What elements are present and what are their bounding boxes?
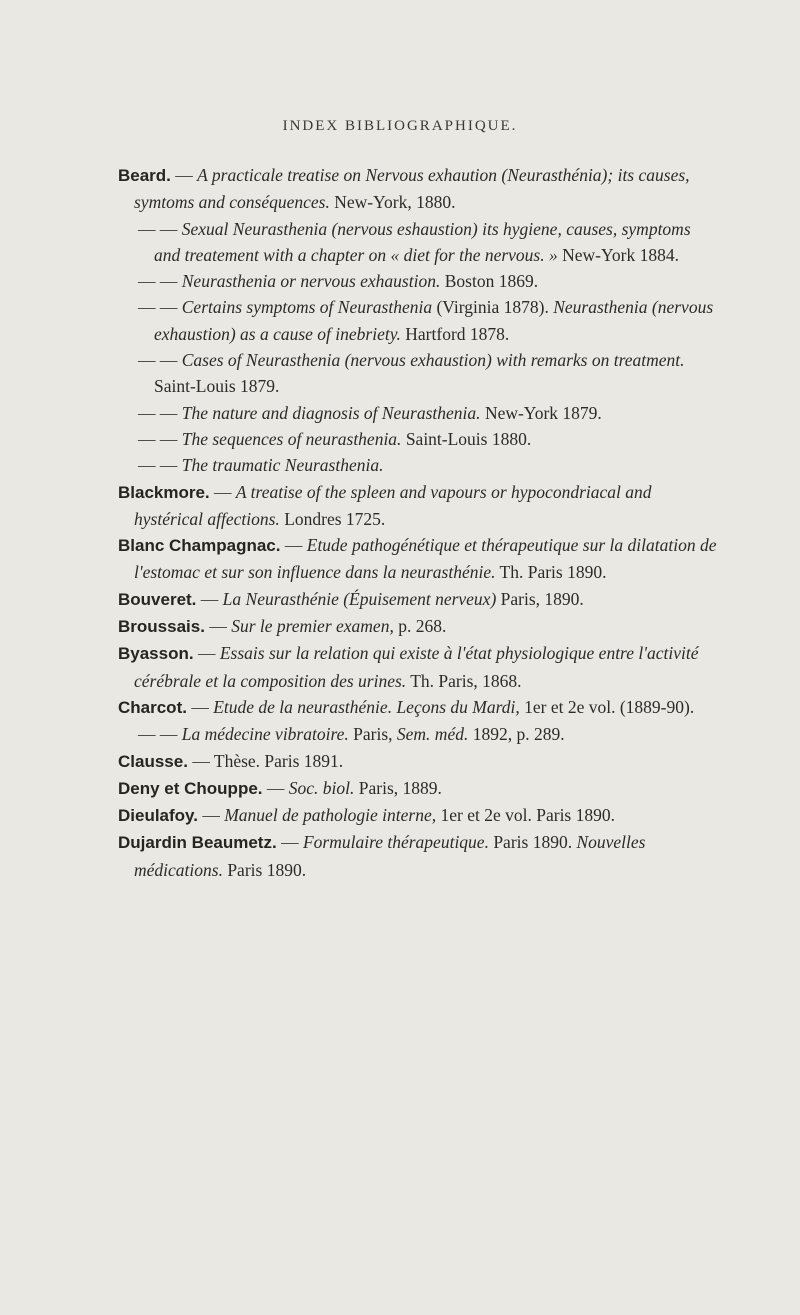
entry-dash: —: [197, 805, 225, 826]
entry-work-title: Etude pathogénétique et thérapeutique sur la dilatation de l'estomac et sur son influence dans la neurasthénie.: [134, 535, 717, 583]
bibliography-entry: [118, 532, 718, 586]
entry-work-title: A treatise of the spleen and vapours or hypocondriacal and hystérical affections.: [134, 481, 652, 529]
bibliography-entry: [118, 829, 718, 883]
entry-work-title: Sem. méd.: [396, 724, 469, 745]
bibliography-entry: [118, 694, 718, 721]
entry-dash: —: [209, 481, 236, 502]
page-title: INDEX BIBLIOGRAPHIQUE.: [282, 118, 518, 134]
entry-dash: —: [276, 832, 303, 853]
bibliography-entry: [118, 268, 718, 294]
entry-author: Deny et Chouppe.: [118, 778, 263, 798]
entry-dash: —: [204, 616, 232, 637]
entry-publication: Th. Paris, 1868.: [406, 670, 522, 691]
entry-publication: Paris, 1890.: [496, 588, 584, 609]
bibliography-entry: [118, 294, 718, 347]
entry-author: Blanc Champagnac.: [118, 536, 281, 556]
entry-publication: Paris 1890.: [488, 832, 577, 853]
entry-publication: 1er et 2e vol. (1889-90).: [519, 696, 695, 717]
entry-dash: — —: [138, 297, 182, 318]
entry-dash: — —: [138, 218, 182, 239]
entry-publication: New-York 1879.: [480, 402, 602, 423]
entry-work-title: Sexual Neurasthenia (nervous eshaustion) its hygiene, causes, symptoms and treatement with a chapter on « diet for the nervous. »: [154, 218, 691, 265]
entry-author: Byasson.: [118, 644, 194, 664]
bibliography-entry: [118, 748, 718, 775]
entry-work-title: The sequences of neurasthenia.: [181, 428, 402, 449]
entry-author: Beard.: [118, 166, 171, 185]
entry-dash: — —: [138, 271, 182, 292]
entry-publication: New-York, 1880.: [329, 192, 456, 213]
entry-publication: New-York 1884.: [557, 244, 679, 265]
entry-publication: Paris 1890.: [222, 859, 307, 880]
bibliography-entry: [118, 452, 718, 478]
bibliography-entry: [118, 216, 718, 269]
entry-work-title: La médecine vibratoire.: [181, 724, 349, 745]
entry-work-title: A practicale treatise on Nervous exhaution (Neurasthénia); its causes, symtoms and conséquences.: [134, 165, 690, 213]
bibliography-entry: [118, 426, 718, 452]
entry-dash: —: [196, 588, 223, 609]
entry-author: Dieulafoy.: [118, 806, 198, 826]
entry-publication: p. 268.: [393, 616, 447, 637]
entry-author: Clausse.: [118, 751, 188, 771]
entry-publication: Boston 1869.: [440, 271, 539, 292]
entry-author: Broussais.: [118, 617, 205, 637]
entry-dash: —: [170, 165, 198, 185]
entry-publication: Thèse. Paris 1891.: [213, 750, 344, 771]
entry-publication: Paris,: [348, 724, 397, 745]
entry-dash: — —: [138, 428, 182, 449]
entry-publication: Hartford 1878.: [400, 323, 510, 344]
entry-dash: —: [262, 777, 289, 798]
entry-author: Bouveret.: [118, 589, 197, 609]
entry-work-title: Certains symptoms of Neurasthenia: [181, 297, 433, 318]
bibliography-entry: [118, 162, 718, 216]
bibliography-entry: [118, 613, 718, 640]
entry-work-title: The nature and diagnosis of Neurasthenia.: [181, 402, 481, 423]
bibliography-entry: [118, 479, 718, 533]
entry-dash: — —: [138, 455, 182, 476]
entry-work-title: Essais sur la relation qui existe à l'état physiologique entre l'activité cérébrale et la composition des urines.: [134, 643, 699, 691]
entry-dash: —: [280, 535, 307, 556]
entry-work-title: Manuel de pathologie interne,: [224, 805, 437, 826]
entry-author: Charcot.: [118, 697, 187, 717]
entry-author: Dujardin Beaumetz.: [118, 833, 277, 853]
entry-publication: Saint-Louis 1879.: [154, 376, 280, 397]
bibliography-entry: [118, 775, 718, 802]
entry-publication: 1er et 2e vol. Paris 1890.: [436, 805, 615, 826]
bibliography-entry: [118, 586, 718, 613]
entry-work-title: Nouvelles médications.: [134, 832, 646, 880]
entry-publication: Paris, 1889.: [354, 777, 442, 798]
entry-work-title: Cases of Neurasthenia (nervous exhaustion) with remarks on treatment.: [181, 350, 685, 371]
entry-work-title: La Neurasthénie (Épuisement nerveux): [222, 588, 497, 609]
entry-publication: Th. Paris 1890.: [495, 562, 607, 583]
bibliography-entry: [118, 802, 718, 829]
entry-dash: — —: [138, 724, 182, 745]
entry-work-title: Neurasthenia (nervous exhaustion) as a cause of inebriety.: [154, 297, 714, 344]
entry-publication: 1892, p. 289.: [468, 724, 565, 745]
entry-work-title: Soc. biol.: [288, 777, 355, 798]
bibliography-entry: [118, 640, 718, 694]
entry-work-title: Etude de la neurasthénie. Leçons du Mardi,: [213, 696, 520, 717]
entry-dash: —: [193, 643, 220, 664]
entry-dash: — —: [138, 402, 182, 423]
entry-publication: (Virginia 1878).: [432, 297, 554, 318]
entry-author: Blackmore.: [118, 482, 210, 502]
entry-publication: Londres 1725.: [279, 508, 386, 529]
entry-dash: —: [187, 750, 214, 771]
entry-work-title: Sur le premier examen,: [231, 616, 394, 637]
bibliography-entry: [118, 347, 718, 400]
entry-dash: — —: [138, 350, 182, 371]
entry-publication: Saint-Louis 1880.: [401, 428, 532, 449]
entry-dash: —: [186, 696, 214, 717]
bibliography-entry: [118, 721, 718, 747]
entry-work-title: Formulaire thérapeutique.: [302, 832, 489, 853]
entry-work-title: The traumatic Neurasthenia.: [181, 455, 384, 476]
entry-work-title: Neurasthenia or nervous exhaustion.: [181, 271, 441, 292]
bibliography-list: [118, 162, 718, 883]
bibliography-entry: [118, 400, 718, 426]
